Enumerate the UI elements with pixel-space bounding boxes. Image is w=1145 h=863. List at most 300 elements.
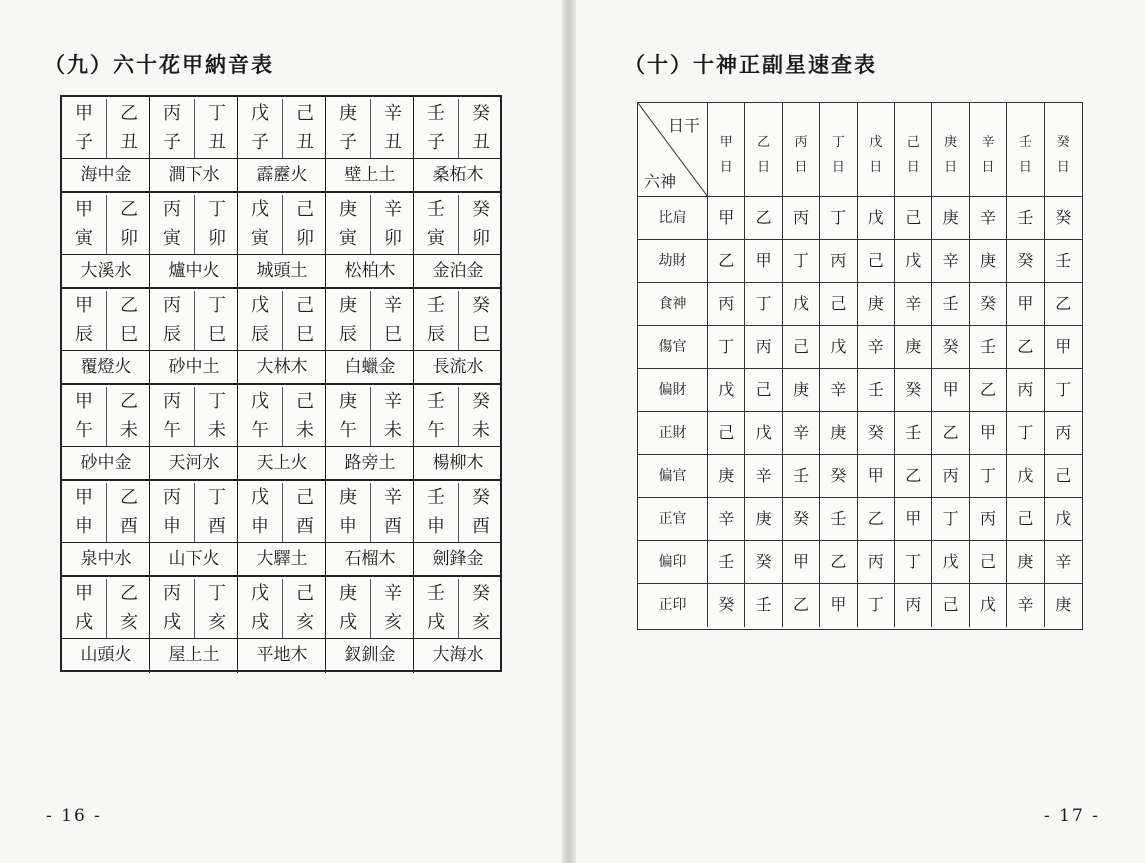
stem-cell: 丁: [194, 99, 239, 129]
stem-cell: 戊: [1055, 509, 1072, 528]
nayin-element-name: 楊柳木: [432, 453, 484, 473]
branch-cell: 卯: [282, 224, 327, 254]
table-row: [638, 240, 1082, 283]
stem-cell: 丙: [970, 498, 1007, 540]
ganzhi-block: [62, 577, 150, 638]
stem-cell: 甲: [820, 584, 857, 627]
stem-cell: 壬: [970, 326, 1007, 368]
nayin-element-name: 石榴木: [344, 549, 396, 569]
stem-cell: 壬: [427, 391, 445, 412]
header-stem-char: 甲: [719, 135, 733, 150]
stem-cell: 丙: [858, 541, 895, 583]
ganzhi-block: [62, 193, 150, 254]
nayin-block: [326, 351, 414, 383]
header-stem-char: 丁: [831, 135, 845, 150]
branch-cell: 巳: [106, 320, 151, 350]
stem-cell: 戊: [251, 583, 269, 604]
branch-cell: 亥: [370, 608, 415, 638]
stem-cell: 癸: [895, 369, 932, 411]
stem-cell: 丁: [932, 498, 969, 540]
stem-cell: 戊: [708, 369, 745, 411]
nayin-block: [150, 639, 238, 673]
stem-cell: 戊: [783, 283, 820, 325]
nayin-element-name: 屋上土: [168, 645, 220, 665]
nayin-block: [150, 543, 238, 575]
stem-cell: 丙: [932, 455, 969, 497]
nayin-element-name: 山頭火: [80, 645, 132, 665]
six-god-label: 傷官: [638, 326, 708, 368]
stem-cell: 辛: [370, 291, 415, 321]
stem-cell: 丙: [708, 283, 745, 325]
branch-cell: 未: [370, 416, 415, 446]
branch-cell: 酉: [458, 512, 503, 542]
stem-cell: 辛: [745, 455, 782, 497]
nayin-block: [414, 639, 502, 673]
stem-cell: 壬: [1007, 197, 1044, 239]
stem-cell: 甲: [75, 391, 93, 412]
stem-cell: 庚: [339, 583, 357, 604]
stem-cell: 壬: [427, 103, 445, 124]
table-row: [638, 584, 1082, 627]
header-day-stem-column: [708, 103, 745, 197]
stem-cell: 己: [820, 283, 857, 325]
ganzhi-pair-row: [62, 193, 500, 255]
nayin-block: [238, 543, 326, 575]
header-day-char: 日: [1018, 160, 1032, 175]
header-day-stem-column: [745, 103, 782, 197]
stem-cell: 辛: [370, 99, 415, 129]
stem-cell: 庚: [708, 455, 745, 497]
branch-cell: 酉: [370, 512, 415, 542]
stem-cell: 辛: [932, 240, 969, 282]
ganzhi-block: [414, 193, 502, 254]
stem-cell: 戊: [895, 240, 932, 282]
branch-cell: 戌: [251, 612, 269, 633]
branch-cell: 辰: [163, 324, 181, 345]
nayin-element-name: 天上火: [256, 453, 308, 473]
ganzhi-pair-row: [62, 577, 500, 639]
branch-cell: 丑: [458, 128, 503, 158]
header-day-stem-column: [1045, 103, 1082, 197]
stem-cell: 癸: [970, 283, 1007, 325]
stem-cell: 丁: [708, 326, 745, 368]
stem-cell: 壬: [858, 369, 895, 411]
branch-cell: 丑: [194, 128, 239, 158]
branch-cell: 丑: [282, 128, 327, 158]
six-god-label: 正財: [638, 412, 708, 454]
stem-cell: 癸: [458, 195, 503, 225]
stem-cell: 戊: [1007, 455, 1044, 497]
table-row: [638, 326, 1082, 369]
stem-cell: 己: [783, 326, 820, 368]
stem-cell: 壬: [932, 283, 969, 325]
ganzhi-block: [238, 289, 326, 350]
nayin-block: [62, 255, 150, 287]
nayin-block: [150, 447, 238, 479]
branch-cell: 卯: [106, 224, 151, 254]
stem-cell: 壬: [427, 199, 445, 220]
ganzhi-block: [238, 193, 326, 254]
header-day-char: 日: [1056, 160, 1070, 175]
stem-cell: 丁: [820, 197, 857, 239]
header-stem-char: 己: [906, 135, 920, 150]
stem-cell: 庚: [820, 412, 857, 454]
branch-cell: 酉: [106, 512, 151, 542]
ganzhi-block: [150, 481, 238, 542]
nayin-block: [62, 351, 150, 383]
stem-cell: 庚: [858, 283, 895, 325]
stem-cell: 丁: [194, 579, 239, 609]
stem-cell: 甲: [708, 197, 745, 239]
shishen-table: [637, 102, 1083, 630]
nayin-block: [238, 351, 326, 383]
nayin-table: [60, 95, 502, 672]
branch-cell: 辰: [251, 324, 269, 345]
branch-cell: 午: [163, 420, 181, 441]
stem-cell: 壬: [745, 584, 782, 627]
stem-cell: 甲: [1055, 337, 1072, 356]
table-row: [638, 455, 1082, 498]
nayin-block: [326, 447, 414, 479]
stem-cell: 丁: [194, 387, 239, 417]
stem-cell: 乙: [820, 541, 857, 583]
nayin-block: [414, 255, 502, 287]
ganzhi-block: [150, 577, 238, 638]
stem-cell: 戊: [251, 487, 269, 508]
nayin-element-name: 壁上土: [344, 165, 396, 185]
ganzhi-block: [326, 193, 414, 254]
branch-cell: 子: [251, 132, 269, 153]
branch-cell: 申: [427, 516, 445, 537]
header-corner-cell: [638, 103, 708, 197]
stem-cell: 丙: [745, 326, 782, 368]
nayin-element-name: 路旁土: [344, 453, 396, 473]
stem-cell: 丁: [970, 455, 1007, 497]
nayin-element-name: 爐中火: [168, 261, 220, 281]
nayin-name-row: [62, 159, 500, 193]
shishen-table-title: （十）十神正副星速查表: [624, 53, 877, 77]
header-day-char: 日: [719, 160, 733, 175]
nayin-block: [326, 543, 414, 575]
stem-cell: 丙: [163, 103, 181, 124]
branch-cell: 未: [458, 416, 503, 446]
branch-cell: 辰: [75, 324, 93, 345]
six-god-label: 劫財: [638, 240, 708, 282]
stem-cell: 甲: [745, 240, 782, 282]
ganzhi-block: [326, 577, 414, 638]
header-stem-char: 乙: [757, 135, 771, 150]
stem-cell: 戊: [970, 584, 1007, 627]
stem-cell: 甲: [783, 541, 820, 583]
stem-cell: 丙: [163, 199, 181, 220]
six-god-label: 正官: [638, 498, 708, 540]
stem-cell: 乙: [970, 369, 1007, 411]
branch-cell: 巳: [458, 320, 503, 350]
six-god-label: 食神: [638, 283, 708, 325]
stem-cell: 辛: [370, 195, 415, 225]
stem-cell: 乙: [1007, 326, 1044, 368]
stem-cell: 甲: [932, 369, 969, 411]
branch-cell: 丑: [106, 128, 151, 158]
ganzhi-pair-row: [62, 289, 500, 351]
nayin-block: [238, 639, 326, 673]
stem-cell: 庚: [895, 326, 932, 368]
ganzhi-block: [150, 193, 238, 254]
branch-cell: 寅: [75, 228, 93, 249]
stem-cell: 丁: [194, 195, 239, 225]
six-god-label: 偏印: [638, 541, 708, 583]
stem-cell: 己: [1007, 498, 1044, 540]
stem-cell: 己: [745, 369, 782, 411]
six-god-label: 偏官: [638, 455, 708, 497]
stem-cell: 甲: [75, 295, 93, 316]
branch-cell: 亥: [106, 608, 151, 638]
branch-cell: 子: [427, 132, 445, 153]
stem-cell: 庚: [932, 197, 969, 239]
ganzhi-block: [414, 577, 502, 638]
stem-cell: 庚: [783, 369, 820, 411]
nayin-table-title: （九）六十花甲納音表: [44, 53, 274, 77]
ganzhi-block: [326, 385, 414, 446]
stem-cell: 乙: [932, 412, 969, 454]
branch-cell: 巳: [194, 320, 239, 350]
stem-cell: 丁: [194, 483, 239, 513]
nayin-element-name: 砂中土: [168, 357, 220, 377]
header-day-stem-column: [932, 103, 969, 197]
stem-cell: 庚: [339, 199, 357, 220]
stem-cell: 丁: [895, 541, 932, 583]
stem-cell: 癸: [458, 579, 503, 609]
nayin-block: [326, 639, 414, 673]
nayin-element-name: 海中金: [80, 165, 132, 185]
header-day-char: 日: [981, 160, 995, 175]
nayin-element-name: 砂中金: [80, 453, 132, 473]
branch-cell: 巳: [370, 320, 415, 350]
stem-cell: 庚: [745, 498, 782, 540]
stem-cell: 丙: [895, 584, 932, 627]
branch-cell: 戌: [75, 612, 93, 633]
nayin-element-name: 大驛土: [256, 549, 308, 569]
ganzhi-block: [238, 385, 326, 446]
six-god-label: 比肩: [638, 197, 708, 239]
stem-cell: 癸: [783, 498, 820, 540]
table-row: [638, 369, 1082, 412]
stem-cell: 壬: [895, 412, 932, 454]
stem-cell: 己: [282, 483, 327, 513]
stem-cell: 戊: [932, 541, 969, 583]
stem-cell: 癸: [708, 584, 745, 627]
ganzhi-block: [62, 289, 150, 350]
stem-cell: 庚: [339, 391, 357, 412]
stem-cell: 辛: [783, 412, 820, 454]
branch-cell: 午: [75, 420, 93, 441]
ganzhi-block: [414, 385, 502, 446]
branch-cell: 亥: [194, 608, 239, 638]
stem-cell: 丙: [163, 295, 181, 316]
branch-cell: 酉: [282, 512, 327, 542]
branch-cell: 申: [75, 516, 93, 537]
header-day-char: 日: [869, 160, 883, 175]
ganzhi-block: [238, 97, 326, 158]
stem-cell: 辛: [708, 498, 745, 540]
nayin-name-row: [62, 639, 500, 673]
stem-cell: 壬: [708, 541, 745, 583]
header-stem-char: 丙: [794, 135, 808, 150]
header-day-char: 日: [757, 160, 771, 175]
ganzhi-block: [414, 481, 502, 542]
branch-cell: 申: [251, 516, 269, 537]
nayin-element-name: 天河水: [168, 453, 220, 473]
ganzhi-pair-row: [62, 385, 500, 447]
header-stem-char: 壬: [1018, 135, 1032, 150]
ganzhi-block: [414, 289, 502, 350]
stem-cell: 辛: [1007, 584, 1044, 627]
stem-cell: 戊: [251, 295, 269, 316]
stem-cell: 壬: [427, 487, 445, 508]
nayin-element-name: 泉中水: [80, 549, 132, 569]
nayin-block: [62, 543, 150, 575]
stem-cell: 己: [282, 579, 327, 609]
branch-cell: 丑: [370, 128, 415, 158]
stem-cell: 己: [970, 541, 1007, 583]
nayin-element-name: 金泊金: [432, 261, 484, 281]
branch-cell: 酉: [194, 512, 239, 542]
header-day-char: 日: [794, 160, 808, 175]
stem-cell: 己: [1055, 466, 1072, 485]
stem-cell: 乙: [1055, 294, 1072, 313]
table-row: [638, 498, 1082, 541]
nayin-element-name: 大海水: [432, 645, 484, 665]
stem-cell: 戊: [820, 326, 857, 368]
stem-cell: 丙: [163, 583, 181, 604]
stem-cell: 戊: [745, 412, 782, 454]
header-day-char: 日: [906, 160, 920, 175]
ganzhi-block: [62, 385, 150, 446]
stem-cell: 丙: [1055, 423, 1072, 442]
stem-cell: 己: [282, 195, 327, 225]
branch-cell: 午: [339, 420, 357, 441]
nayin-block: [62, 639, 150, 673]
stem-cell: 癸: [458, 291, 503, 321]
stem-cell: 戊: [251, 103, 269, 124]
stem-cell: 癸: [458, 387, 503, 417]
stem-cell: 庚: [1055, 595, 1072, 614]
stem-cell: 癸: [858, 412, 895, 454]
stem-cell: 甲: [75, 103, 93, 124]
stem-cell: 丁: [1055, 380, 1072, 399]
nayin-block: [238, 159, 326, 191]
ganzhi-block: [62, 481, 150, 542]
stem-cell: 乙: [895, 455, 932, 497]
ganzhi-block: [326, 289, 414, 350]
branch-cell: 辰: [427, 324, 445, 345]
stem-cell: 丙: [1007, 369, 1044, 411]
stem-cell: 丙: [163, 487, 181, 508]
header-day-stem-column: [895, 103, 932, 197]
nayin-block: [414, 543, 502, 575]
branch-cell: 申: [163, 516, 181, 537]
nayin-element-name: 白蠟金: [344, 357, 396, 377]
stem-cell: 辛: [370, 483, 415, 513]
ganzhi-block: [414, 97, 502, 158]
ganzhi-pair-row: [62, 97, 500, 159]
nayin-block: [414, 351, 502, 383]
stem-cell: 辛: [1055, 552, 1072, 571]
header-day-stem-column: [858, 103, 895, 197]
stem-cell: 辛: [820, 369, 857, 411]
branch-cell: 未: [282, 416, 327, 446]
header-day-char: 日: [944, 160, 958, 175]
stem-cell: 辛: [370, 579, 415, 609]
stem-cell: 戊: [251, 391, 269, 412]
stem-cell: 癸: [745, 541, 782, 583]
branch-cell: 子: [339, 132, 357, 153]
stem-cell: 丁: [783, 240, 820, 282]
six-god-label: 正印: [638, 584, 708, 627]
table-row: [638, 197, 1082, 240]
stem-cell: 庚: [970, 240, 1007, 282]
stem-cell: 乙: [858, 498, 895, 540]
branch-cell: 寅: [427, 228, 445, 249]
header-stem-char: 庚: [944, 135, 958, 150]
stem-cell: 乙: [745, 197, 782, 239]
ganzhi-block: [150, 385, 238, 446]
stem-cell: 壬: [820, 498, 857, 540]
branch-cell: 戌: [339, 612, 357, 633]
ganzhi-block: [238, 577, 326, 638]
nayin-name-row: [62, 543, 500, 577]
nayin-element-name: 澗下水: [168, 165, 220, 185]
stem-cell: 己: [282, 99, 327, 129]
nayin-element-name: 城頭土: [256, 261, 308, 281]
stem-cell: 己: [895, 197, 932, 239]
table-row: [638, 541, 1082, 584]
header-day-char: 日: [831, 160, 845, 175]
ganzhi-block: [150, 97, 238, 158]
nayin-element-name: 釵釧金: [344, 645, 396, 665]
nayin-block: [62, 159, 150, 191]
stem-cell: 甲: [75, 583, 93, 604]
stem-cell: 乙: [106, 483, 151, 513]
branch-cell: 辰: [339, 324, 357, 345]
nayin-block: [238, 447, 326, 479]
nayin-block: [150, 351, 238, 383]
corner-label-six-gods: 六神: [644, 172, 677, 191]
nayin-block: [150, 255, 238, 287]
stem-cell: 己: [708, 412, 745, 454]
ganzhi-block: [238, 481, 326, 542]
branch-cell: 寅: [339, 228, 357, 249]
branch-cell: 子: [163, 132, 181, 153]
stem-cell: 癸: [820, 455, 857, 497]
stem-cell: 丙: [820, 240, 857, 282]
stem-cell: 壬: [427, 583, 445, 604]
stem-cell: 乙: [106, 99, 151, 129]
stem-cell: 戊: [858, 197, 895, 239]
nayin-element-name: 平地木: [256, 645, 308, 665]
ganzhi-pair-row: [62, 481, 500, 543]
branch-cell: 未: [194, 416, 239, 446]
nayin-block: [238, 255, 326, 287]
stem-cell: 丁: [745, 283, 782, 325]
stem-cell: 乙: [106, 291, 151, 321]
stem-cell: 甲: [895, 498, 932, 540]
stem-cell: 庚: [339, 487, 357, 508]
stem-cell: 壬: [427, 295, 445, 316]
ganzhi-block: [150, 289, 238, 350]
six-god-label: 偏財: [638, 369, 708, 411]
table-row: [638, 283, 1082, 326]
